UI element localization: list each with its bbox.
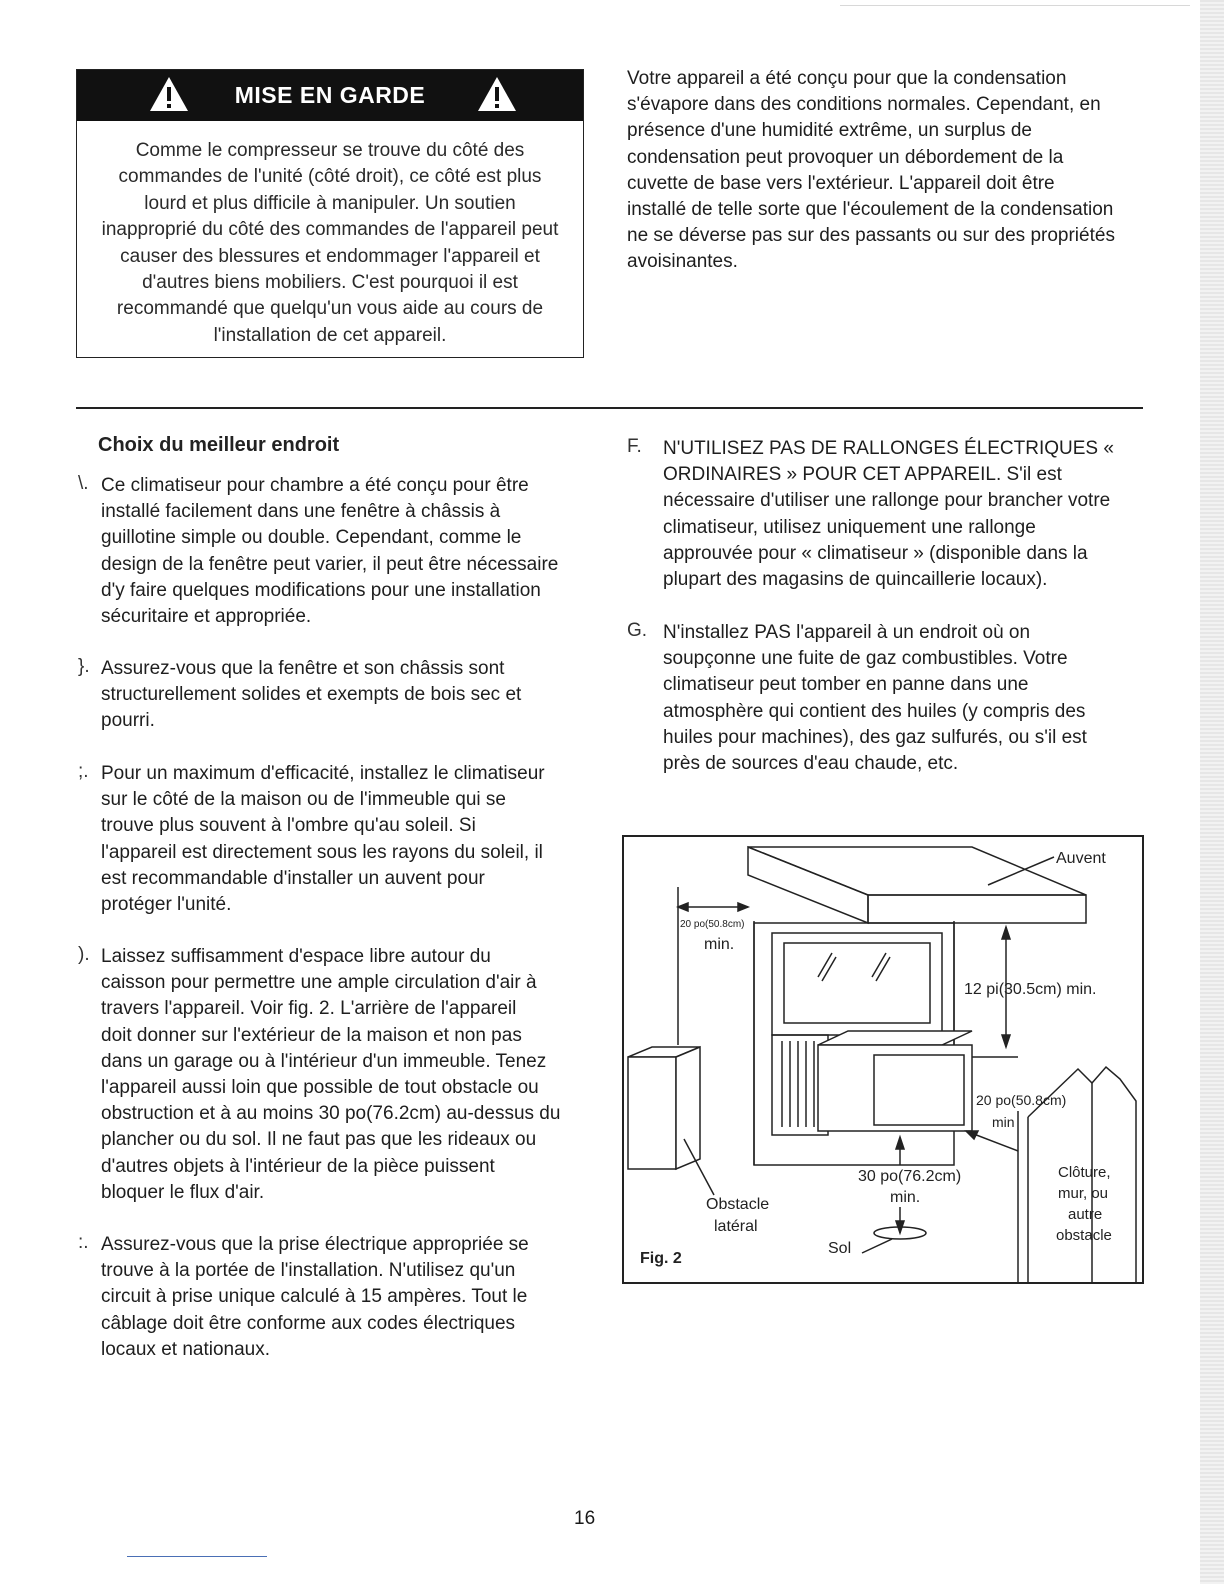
warning-triangle-icon (477, 76, 517, 112)
label-obstacle-1: Obstacle (706, 1196, 770, 1213)
item-marker: ;. (78, 761, 89, 782)
ac-unit-drawing (818, 1031, 972, 1131)
item-marker: ). (78, 944, 90, 965)
label-fence-2: mur, ou (1058, 1185, 1109, 1202)
awning-drawing (748, 847, 1086, 923)
label-top-clearance: 12 pi(30.5cm) min. (964, 981, 1097, 998)
label-fence-4: obstacle (1056, 1227, 1112, 1244)
item-marker: }. (78, 656, 90, 677)
condensation-paragraph: Votre appareil a été conçu pour que la condensation s'évapore dans des conditions normales. Cependant, en présence d'une humidité extrême, un surplus de condensation peut provoquer un débordement de la cuvette de base vers l'extérieur. L'appareil doit être installé de telle sorte que l'écoulement de la condensation ne se déverse pas sur des passants ou sur des propriétés avoisinantes. (627, 68, 1115, 273)
item-c-text: Pour un maximum d'efficacité, installez le climatiseur sur le côté de la maison ou de l'immeuble qui se trouve plus souvent à l'ombre qu'au soleil. Si l'appareil est directement sous les rayons du soleil, il est recommandable d'installer un auvent pour protéger l'unité. (101, 763, 545, 916)
label-ground: Sol (828, 1240, 852, 1257)
side-obstacle-drawing (628, 1047, 700, 1169)
item-a-text: Ce climatiseur pour chambre a été conçu pour être installé facilement dans une fenêtre à châssis à guillotine simple ou double. Cependant, comme le design de la fenêtre peut varier, il peut être nécessaire d'y faire quelques modifications pour une installation sécuritaire et appropriée. (101, 475, 559, 628)
bottom-rule (127, 1556, 267, 1557)
ground-symbol (862, 1227, 926, 1253)
label-right-clearance: 20 po(50.8cm) (976, 1092, 1067, 1108)
label-floor-clearance: 30 po(76.2cm) (858, 1168, 962, 1185)
warning-triangle-icon (149, 76, 189, 112)
label-obstacle-2: latéral (714, 1218, 758, 1235)
label-fence-1: Clôture, (1058, 1164, 1111, 1181)
item-e-text: Assurez-vous que la prise électrique appropriée se trouve à la portée de l'installation. N'utilisez qu'un circuit à prise unique calculé à 15 ampères. Tout le câblage doit être conforme aux codes électriques locaux et nationaux. (101, 1234, 529, 1360)
label-floor-min: min. (890, 1189, 921, 1206)
top-scan-line (840, 5, 1190, 6)
page-number: 16 (574, 1508, 596, 1529)
warning-box (76, 69, 584, 358)
item-marker: G. (627, 620, 648, 641)
warning-header (77, 70, 583, 121)
label-awning: Auvent (1056, 850, 1106, 867)
item-b-text: Assurez-vous que la fenêtre et son châssis sont structurellement solides et exempts de bois sec et pourri. (101, 658, 522, 732)
warning-title: MISE EN GARDE (234, 82, 426, 108)
item-marker: \. (78, 473, 89, 494)
item-g-text: N'installez PAS l'appareil à un endroit où on soupçonne une fuite de gaz combustibles. Votre climatiseur peut tomber en panne dans une atmosphère qui contient des huiles (y compris des huiles pour machines), des gaz sulfurés, ou s'il est près de sources d'eau chaude, etc. (663, 622, 1087, 775)
section-divider (76, 407, 1143, 409)
figure-caption: Fig. 2 (640, 1250, 682, 1267)
scan-edge (1200, 0, 1224, 1584)
section-title: Choix du meilleur endroit (98, 434, 340, 456)
item-marker: :. (78, 1232, 89, 1253)
item-d-text: Laissez suffisamment d'espace libre autour du caisson pour permettre une ample circulation d'air à travers l'appareil. Voir fig. 2. L'arrière de l'appareil doit donner sur l'extérieur de la maison et non pas dans un garage ou à l'intérieur d'un immeuble. Tenez l'appareil aussi loin que possible de tout obstacle ou obstruction et à au moins 30 po(76.2cm) au-dessus du plancher ou du sol. Il ne faut pas que les rideaux ou d'autres objets à l'intérieur de la pièce puissent bloquer le flux d'air. (101, 946, 561, 1203)
label-side-min: min. (704, 936, 735, 953)
item-f-text: N'UTILISEZ PAS DE RALLONGES ÉLECTRIQUES « ORDINAIRES » POUR CET APPAREIL. S'il est nécessaire d'utiliser une rallonge pour brancher votre climatiseur, utilisez uniquement une rallonge approuvée pour « climatiseur » (disponible dans la plupart des magasins de quincaillerie locaux). (663, 438, 1114, 591)
label-right-min: min (992, 1114, 1015, 1130)
item-marker: F. (627, 436, 642, 457)
warning-text: Comme le compresseur se trouve du côté des commandes de l'unité (côté droit), ce côté est plus lourd et plus difficile à manipuler. Un soutien inapproprié du côté des commandes de l'appareil peut causer des blessures et endommager l'appareil et d'autres biens mobiliers. C'est pourquoi il est recommandé que quelqu'un vous aide au cours de l'installation de cet appareil. (101, 140, 559, 346)
label-side-clearance: 20 po(50.8cm) (680, 919, 745, 930)
installation-figure (622, 835, 1144, 1284)
label-fence-3: autre (1068, 1206, 1103, 1223)
